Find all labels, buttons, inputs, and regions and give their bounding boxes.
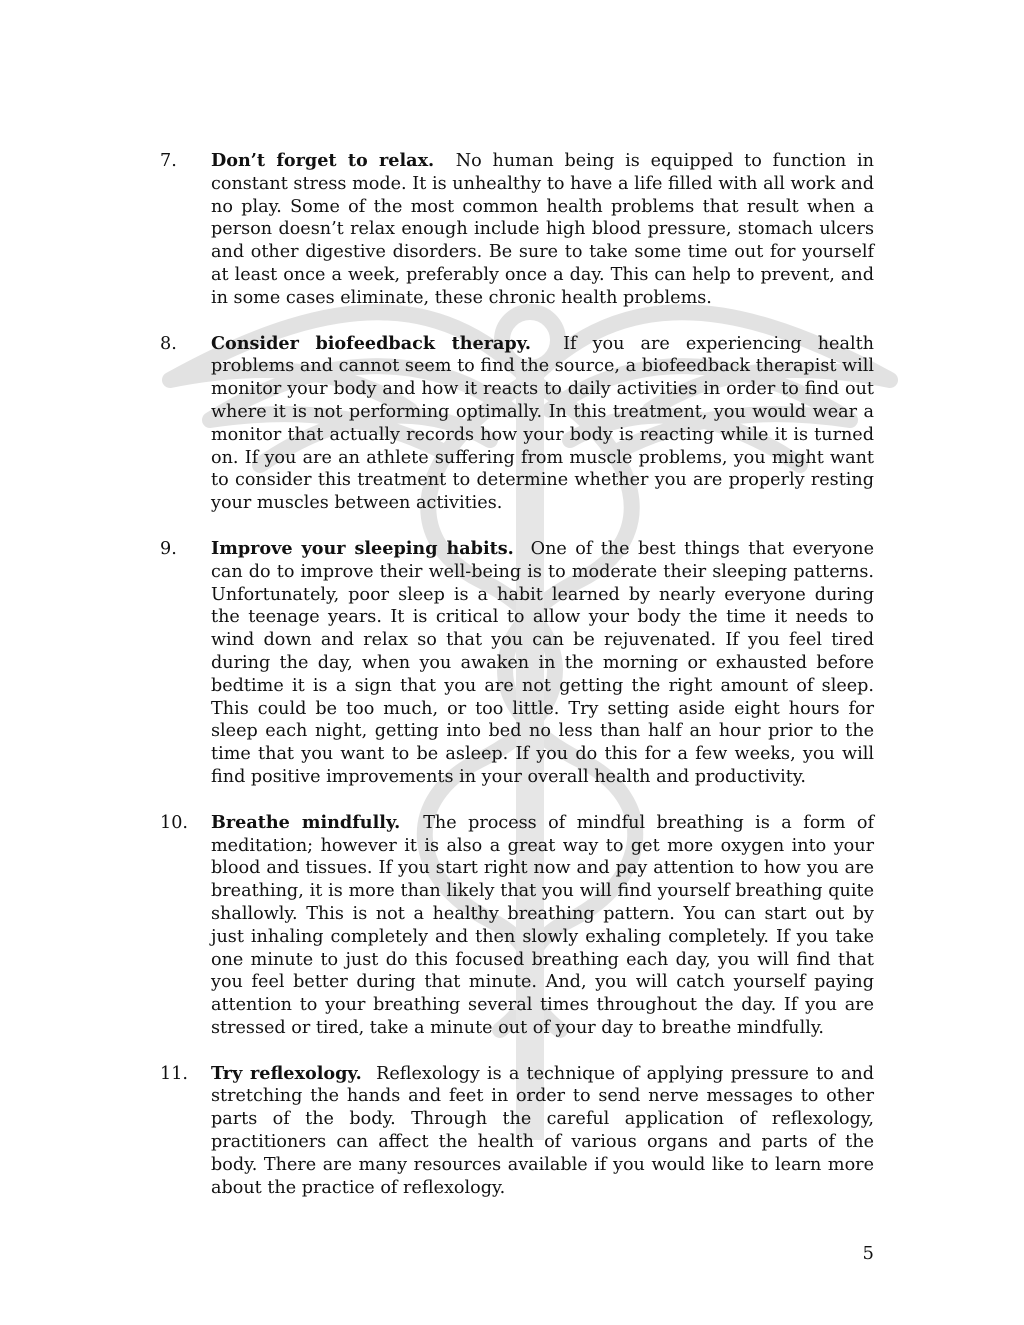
item-text: If you are experiencing health problems and cannot seem to find the source, a biofeedback therapist will monitor your body and how it reacts to daily activities in order to find out where it is not performing optimally. In this treatment, you would wear a monitor that actually records how your body is reacting while it is turned on. If you are an athlete suffering from muscle problems, you might want to consider this treatment to determine whether you are properly resting your muscles between activities. xyxy=(211,333,874,514)
item-text: The process of mindful breathing is a form of meditation; however it is also a great way to get more oxygen into your blood and tissues. If you start right now and pay attention to how you are breathing, it is more than likely that you will find yourself breathing quite shallowly. This is not a healthy breathing pattern. You can start out by just inhaling completely and then slowly exhaling completely. If you take one minute to just do this focused breathing each day, you will find that you feel better during that minute. And, you will catch yourself paying attention to your breathing several times throughout the day. If you are stressed or tired, take a minute out of your day to breathe mindfully. xyxy=(211,812,874,1038)
item-text: Reflexology is a technique of applying pressure to and stretching the hands and feet in order to send nerve messages to other parts of the body. Through the careful application of reflexology, practitioners can affect the health of various organs and parts of the body. There are many resources available if you would like to learn more about the practice of reflexology. xyxy=(211,1063,875,1198)
item-text: No human being is equipped to function in constant stress mode. It is unhealthy to have a life filled with all work and no play. Some of the most common health problems that result when a person doesn’t relax enough include high blood pressure, stomach ulcers and other digestive disorders. Be sure to take some time out for yourself at least once a week, preferably once a day. This can help to prevent, and in some cases eliminate, these chronic health problems. xyxy=(211,151,874,308)
list-item xyxy=(160,812,874,1040)
item-title: Improve your sleeping habits. xyxy=(211,537,514,559)
item-text: One of the best things that everyone can do to improve their well-being is to moderate their sleeping patterns. Unfortunately, poor sleep is a habit learned by nearly everyone during the teenage years. It is critical to allow your body the time it needs to wind down and relax so that you can be rejuvenated. If you feel tired during the day, when you awaken in the morning or exhausted before bedtime it is a sign that you are not getting the right amount of sleep. This could be too much, or too little. Try setting aside eight hours for sleep each night, getting into bed no less than half an hour prior to the time that you want to be asleep. If you do this for a few weeks, you will find positive improvements in your overall health and productivity. xyxy=(211,538,875,787)
item-title: Breathe mindfully. xyxy=(211,811,401,833)
item-number: 10. xyxy=(160,812,188,833)
item-number: 7. xyxy=(160,151,177,171)
item-title: Consider biofeedback therapy. xyxy=(211,332,532,354)
item-number: 11. xyxy=(160,1063,188,1084)
item-number: 9. xyxy=(160,538,177,559)
list-item xyxy=(160,538,874,789)
list-item xyxy=(160,150,874,310)
item-title: Try reflexology. xyxy=(211,1062,362,1084)
page-number: 5 xyxy=(862,1243,874,1264)
list-item xyxy=(160,1063,874,1200)
numbered-list xyxy=(160,150,874,1222)
list-item xyxy=(160,333,874,515)
item-title: Don’t forget to relax. xyxy=(211,150,435,171)
item-number: 8. xyxy=(160,333,177,354)
